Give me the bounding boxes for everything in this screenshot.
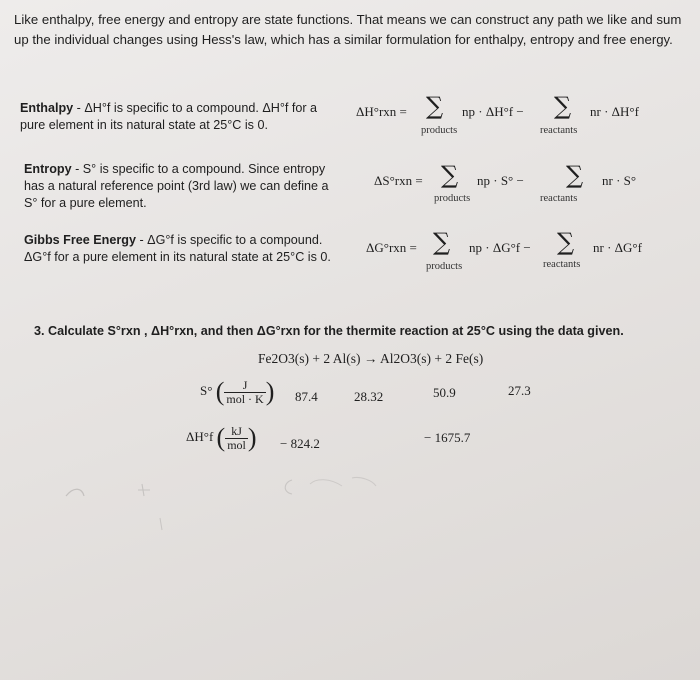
entropy-row-label: S° ( $\frac{J}{\text{mol · K}}$ ) [200,377,275,406]
enthalpy-reactants-label: reactants [540,125,578,136]
scribble-4 [285,480,292,494]
entropy-unit-numerator: J [224,379,265,393]
enthalpy-sum-reactants-icon: ∑ [554,92,572,120]
thermite-reaction: Fe2O3(s) + 2 Al(s) → Al2O3(s) + 2 Fe(s) [258,351,484,366]
s-al: 28.32 [354,389,384,404]
gibbs-lhs: ΔG°rxn = [366,240,417,255]
enthalpy-sum-products-icon: ∑ [426,92,444,120]
enthalpy-unit-denominator: mol [227,437,246,452]
enthalpy-symbol: ΔH°f [186,428,214,444]
entropy-text: - S° is specific to a compound. Since entropy has a natural reference point (3rd law) we can define a S° for a pure element. [24,162,329,210]
question-3: 3. Calculate S°rxn , ΔH°rxn, and then ΔG°rxn for the thermite reaction at 25°C using the data given. [34,324,624,338]
gibbs-sum-products-icon: ∑ [433,228,451,256]
enthalpy-unit-numerator: kJ [225,425,248,439]
enthalpy-products-term: np · ΔH°f − [462,104,524,119]
gibbs-text: - ΔG°f is specific to a compound. ΔG°f for a pure element in its natural state at 25°C is 0. [24,233,331,264]
enthalpy-description [20,100,338,134]
entropy-lhs: ΔS°rxn = [374,173,423,188]
entropy-sum-products-icon: ∑ [441,161,459,189]
h-al2o3: − 1675.7 [424,430,471,445]
enthalpy-row-label: ΔH°f ( $\frac{kJ}{\text{mol}}$ ) [186,423,257,452]
gibbs-products-label: products [426,261,463,272]
enthalpy-text: - ΔH°f is specific to a compound. ΔH°f for a pure element in its natural state at 25°C is 0. [20,101,318,132]
gibbs-reactants-label: reactants [543,259,581,270]
scribble-5 [310,477,376,486]
s-fe2o3: 87.4 [295,389,318,404]
enthalpy-units [225,425,248,452]
scribble-1 [66,489,84,496]
intro-paragraph: Like enthalpy, free energy and entropy are state functions. That means we can construct any path we like and sum up the individual changes using Hess's law, which has a similar formulation for enthalpy, entropy and free energy. [14,12,682,47]
gibbs-term: Gibbs Free Energy [24,233,136,247]
enthalpy-term: Enthalpy [20,101,74,115]
entropy-term: Entropy [24,162,72,176]
enthalpy-equation [356,104,407,120]
scribble-2 [138,484,150,496]
entropy-symbol: S° [200,382,213,398]
h-fe2o3: − 824.2 [280,436,320,451]
s-fe: 27.3 [508,383,531,398]
entropy-units [224,379,265,406]
entropy-unit-denominator: mol · K [226,391,264,406]
s-al2o3: 50.9 [433,385,456,400]
enthalpy-products-label: products [421,125,458,136]
entropy-description [24,161,342,212]
gibbs-reactants-term: nr · ΔG°f [593,240,642,255]
entropy-products-label: products [434,193,471,204]
entropy-sum-reactants-icon: ∑ [566,161,584,189]
gibbs-description [24,232,342,266]
entropy-reactants-label: reactants [540,193,578,204]
enthalpy-reactants-term: nr · ΔH°f [590,104,639,119]
enthalpy-lhs: ΔH°rxn = [356,104,407,119]
scribble-3 [160,518,162,530]
gibbs-sum-reactants-icon: ∑ [557,228,575,256]
entropy-reactants-term: nr · S° [602,173,637,188]
pencil-scribbles [60,470,400,540]
gibbs-products-term: np · ΔG°f − [469,240,531,255]
entropy-products-term: np · S° − [477,173,524,188]
